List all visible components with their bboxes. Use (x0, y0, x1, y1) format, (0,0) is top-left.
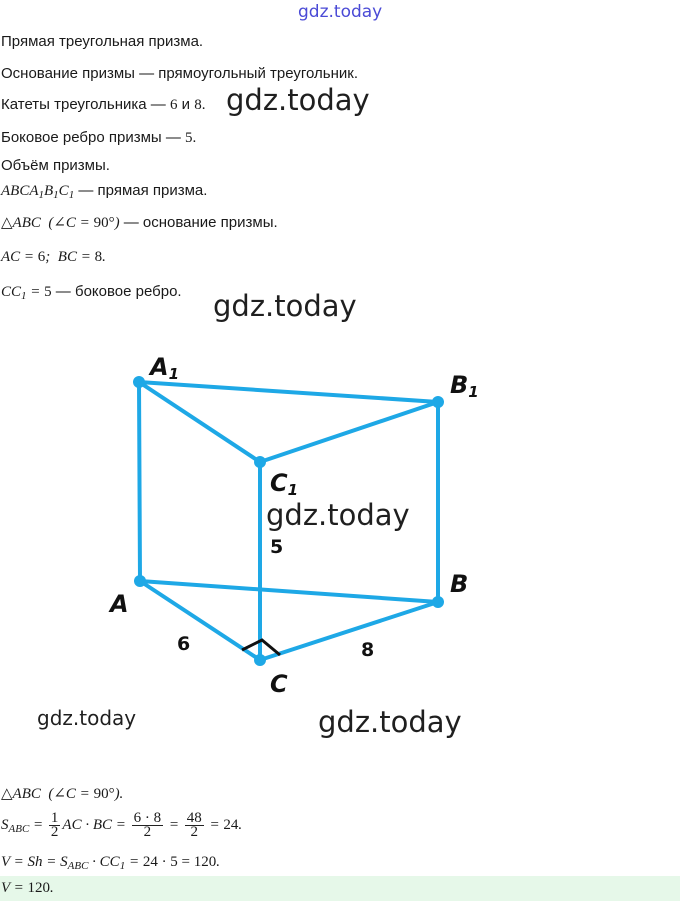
vertex-c-label: C (270, 670, 288, 698)
calc-line-triangle: △ABC (∠C = 90°). (1, 786, 124, 802)
vertex-a-label: A (110, 590, 129, 618)
vertex-b1-dot (432, 396, 444, 408)
edge-c1-b1 (260, 402, 438, 462)
vertex-a-dot (134, 575, 146, 587)
given-line-4-prefix: Боковое ребро призмы — (1, 129, 186, 146)
given-line-1: Прямая треугольная призма. (1, 33, 204, 50)
given-line-3-and: и (177, 96, 195, 113)
given-line-4-end: . (192, 130, 197, 146)
vertex-c-dot (254, 654, 266, 666)
given-line-5: Объём призмы. (1, 157, 110, 174)
calc-line-area: $S_{ABC}$ = $\frac{1}{2}$ AC · BC = $\frac{6 \cdot 8}{2}$ = $\frac{48}{2}$ = 24. (1, 810, 243, 840)
edge-value: 5 (185, 130, 193, 146)
edge-a-a1 (139, 382, 140, 581)
watermark-5: gdz.today (318, 705, 462, 739)
vertex-c1-dot (254, 456, 266, 468)
frac-48: $\frac{48}{2}$ (186, 810, 202, 840)
base-text: — основание призмы. (119, 214, 278, 231)
solution-line-sides: AC = 6; BC = 8. (1, 249, 106, 265)
label-bc: 8 (361, 639, 375, 661)
calc-line-volume: $V = Sh = S_{ABC} \cdot CC_1 = 24 \cdot 5 = 120$. (1, 854, 221, 872)
leg-a: 6 (169, 97, 178, 113)
edge-a-b (140, 581, 438, 602)
edge-formula: $CC_1 = 5$ (1, 284, 52, 302)
solution-line-prism (1, 182, 207, 200)
watermark-top: gdz.today (298, 2, 383, 22)
edge-a1-c1 (139, 382, 260, 462)
frac-half: $\frac{1}{2}$ (50, 810, 59, 840)
watermark-4: gdz.today (37, 706, 137, 730)
vertex-b1-label: B1 (450, 371, 479, 401)
watermark-1: gdz.today (226, 83, 370, 117)
frac-six-eight: $\frac{6 \cdot 8}{2}$ (133, 810, 162, 840)
given-line-3-prefix: Катеты треугольника — (1, 96, 170, 113)
vertex-a1-dot (133, 376, 145, 388)
solution-line-edge (1, 283, 182, 301)
vertex-c1-label: C1 (270, 469, 299, 499)
watermark-2: gdz.today (213, 289, 357, 323)
vertex-b-label: B (450, 570, 469, 598)
prism-text: — прямая призма. (74, 182, 208, 199)
edge-a-c (140, 581, 260, 660)
answer-line: V = 120. (1, 880, 54, 896)
answer-bar (0, 876, 680, 901)
given-line-2: Основание призмы — прямоугольный треугольник. (1, 65, 358, 82)
prism-formula: $ABCA_1B_1C_1$ (1, 183, 75, 201)
vertex-b-dot (432, 596, 444, 608)
leg-b: 8 (194, 97, 202, 113)
vertex-a1-label: A1 (150, 353, 180, 383)
solution-line-base (1, 214, 278, 232)
label-cc1: 5 (270, 536, 284, 558)
watermark-3: gdz.today (266, 498, 410, 532)
edge-c-b (260, 602, 438, 660)
given-line-3-end: . (201, 97, 206, 113)
edge-text: — боковое ребро. (51, 283, 182, 300)
edge-a1-b1 (139, 382, 438, 402)
given-line-3 (1, 96, 205, 114)
label-ac: 6 (177, 633, 191, 655)
given-line-4 (1, 129, 196, 147)
base-formula: △ABC (∠C = 90°) (1, 215, 120, 231)
